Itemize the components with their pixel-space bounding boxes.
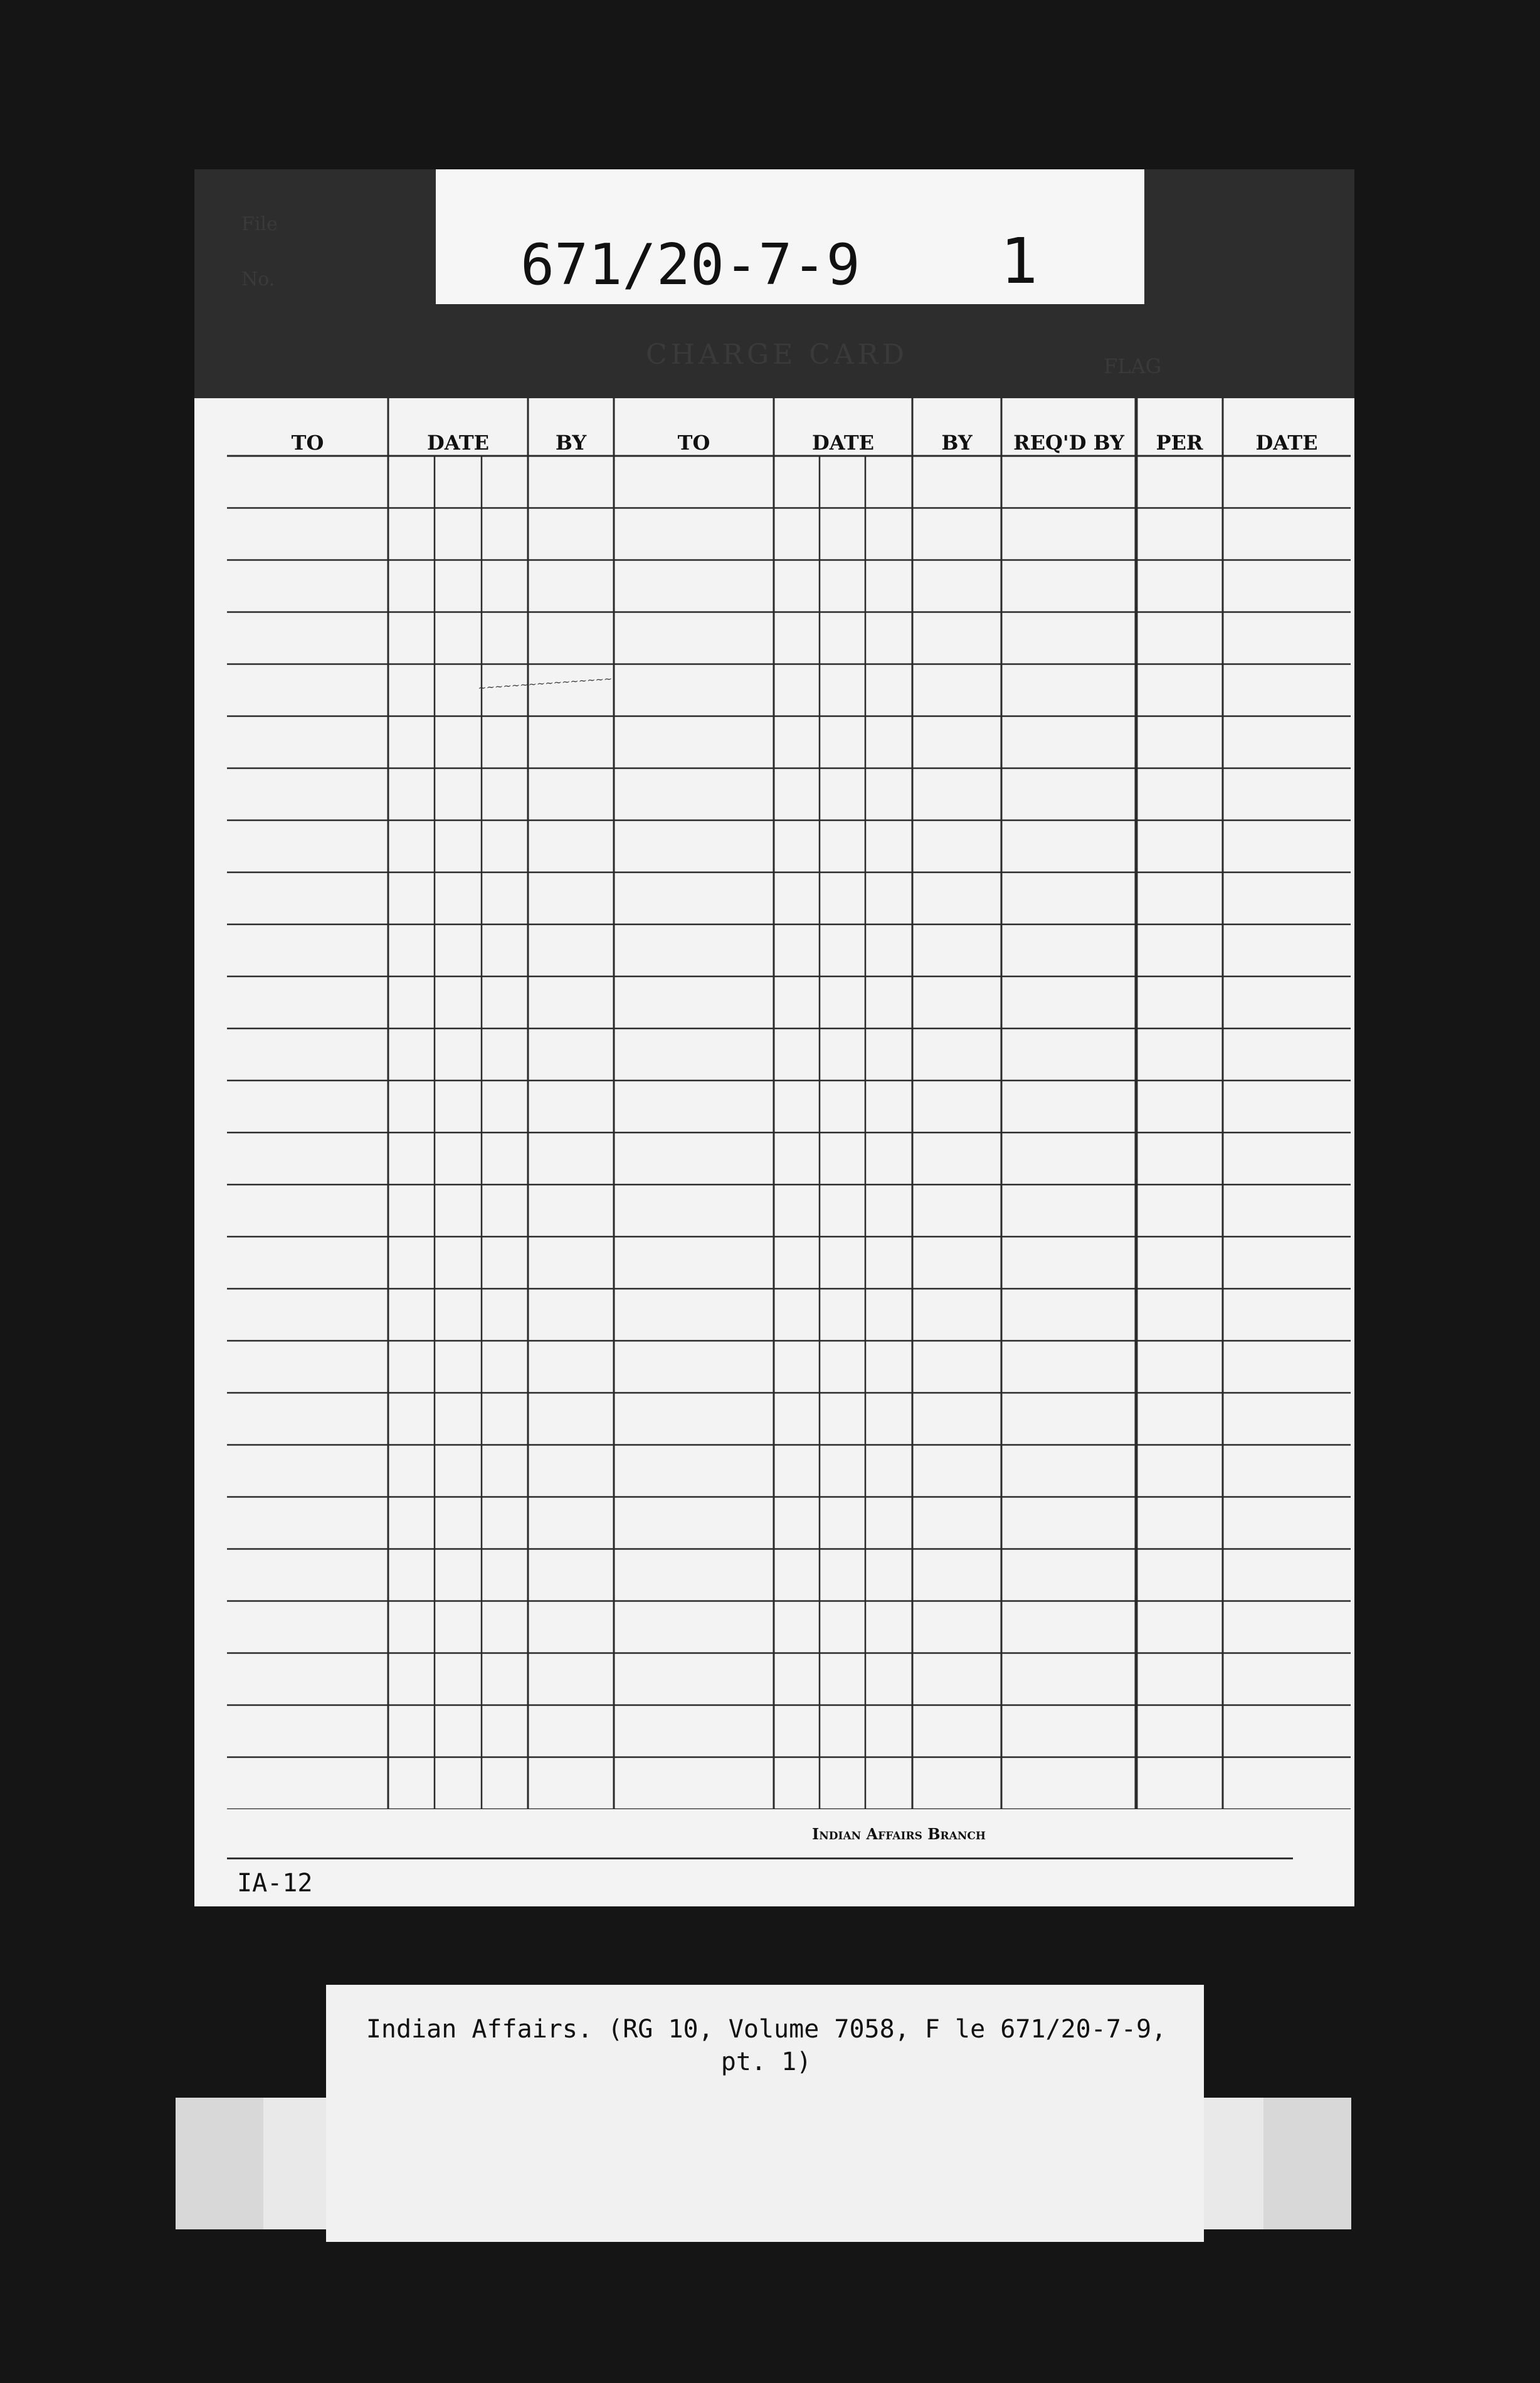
form-code: IA-12 — [237, 1869, 313, 1898]
branch-name: Indian Affairs Branch — [812, 1825, 986, 1843]
handwritten-note: ~~~~~~~~~~~~~~~~ — [477, 672, 613, 694]
column-header: TO — [677, 431, 710, 455]
file-number: 671/20-7-9 — [520, 232, 860, 298]
column-header: DATE — [811, 431, 875, 455]
citation-label — [326, 1985, 1204, 2242]
column-header: BY — [941, 431, 973, 455]
file-number-label — [436, 169, 1144, 304]
citation-line-2: pt. 1) — [720, 2047, 812, 2076]
citation-text — [334, 2013, 1199, 2078]
column-header: REQ'D BY — [1013, 431, 1124, 455]
table-grid — [227, 398, 1351, 1809]
bottom-rule — [227, 1857, 1293, 1859]
citation-line-1: Indian Affairs. (RG 10, Volume 7058, F le 671/20-7-9, — [366, 2015, 1167, 2044]
faint-file-label: File — [241, 213, 278, 235]
column-header: BY — [555, 431, 587, 455]
charge-table — [227, 398, 1351, 1809]
faint-card-title: CHARGE CARD — [646, 339, 909, 371]
part-number: 1 — [1000, 225, 1038, 298]
card-header — [194, 169, 1354, 398]
column-header: DATE — [1255, 431, 1318, 455]
column-header: PER — [1156, 431, 1203, 455]
charge-card — [194, 169, 1354, 1906]
faint-no-label: No. — [241, 268, 275, 290]
column-header: TO — [291, 431, 324, 455]
column-header: DATE — [426, 431, 490, 455]
faint-flag-label: FLAG — [1104, 354, 1162, 378]
